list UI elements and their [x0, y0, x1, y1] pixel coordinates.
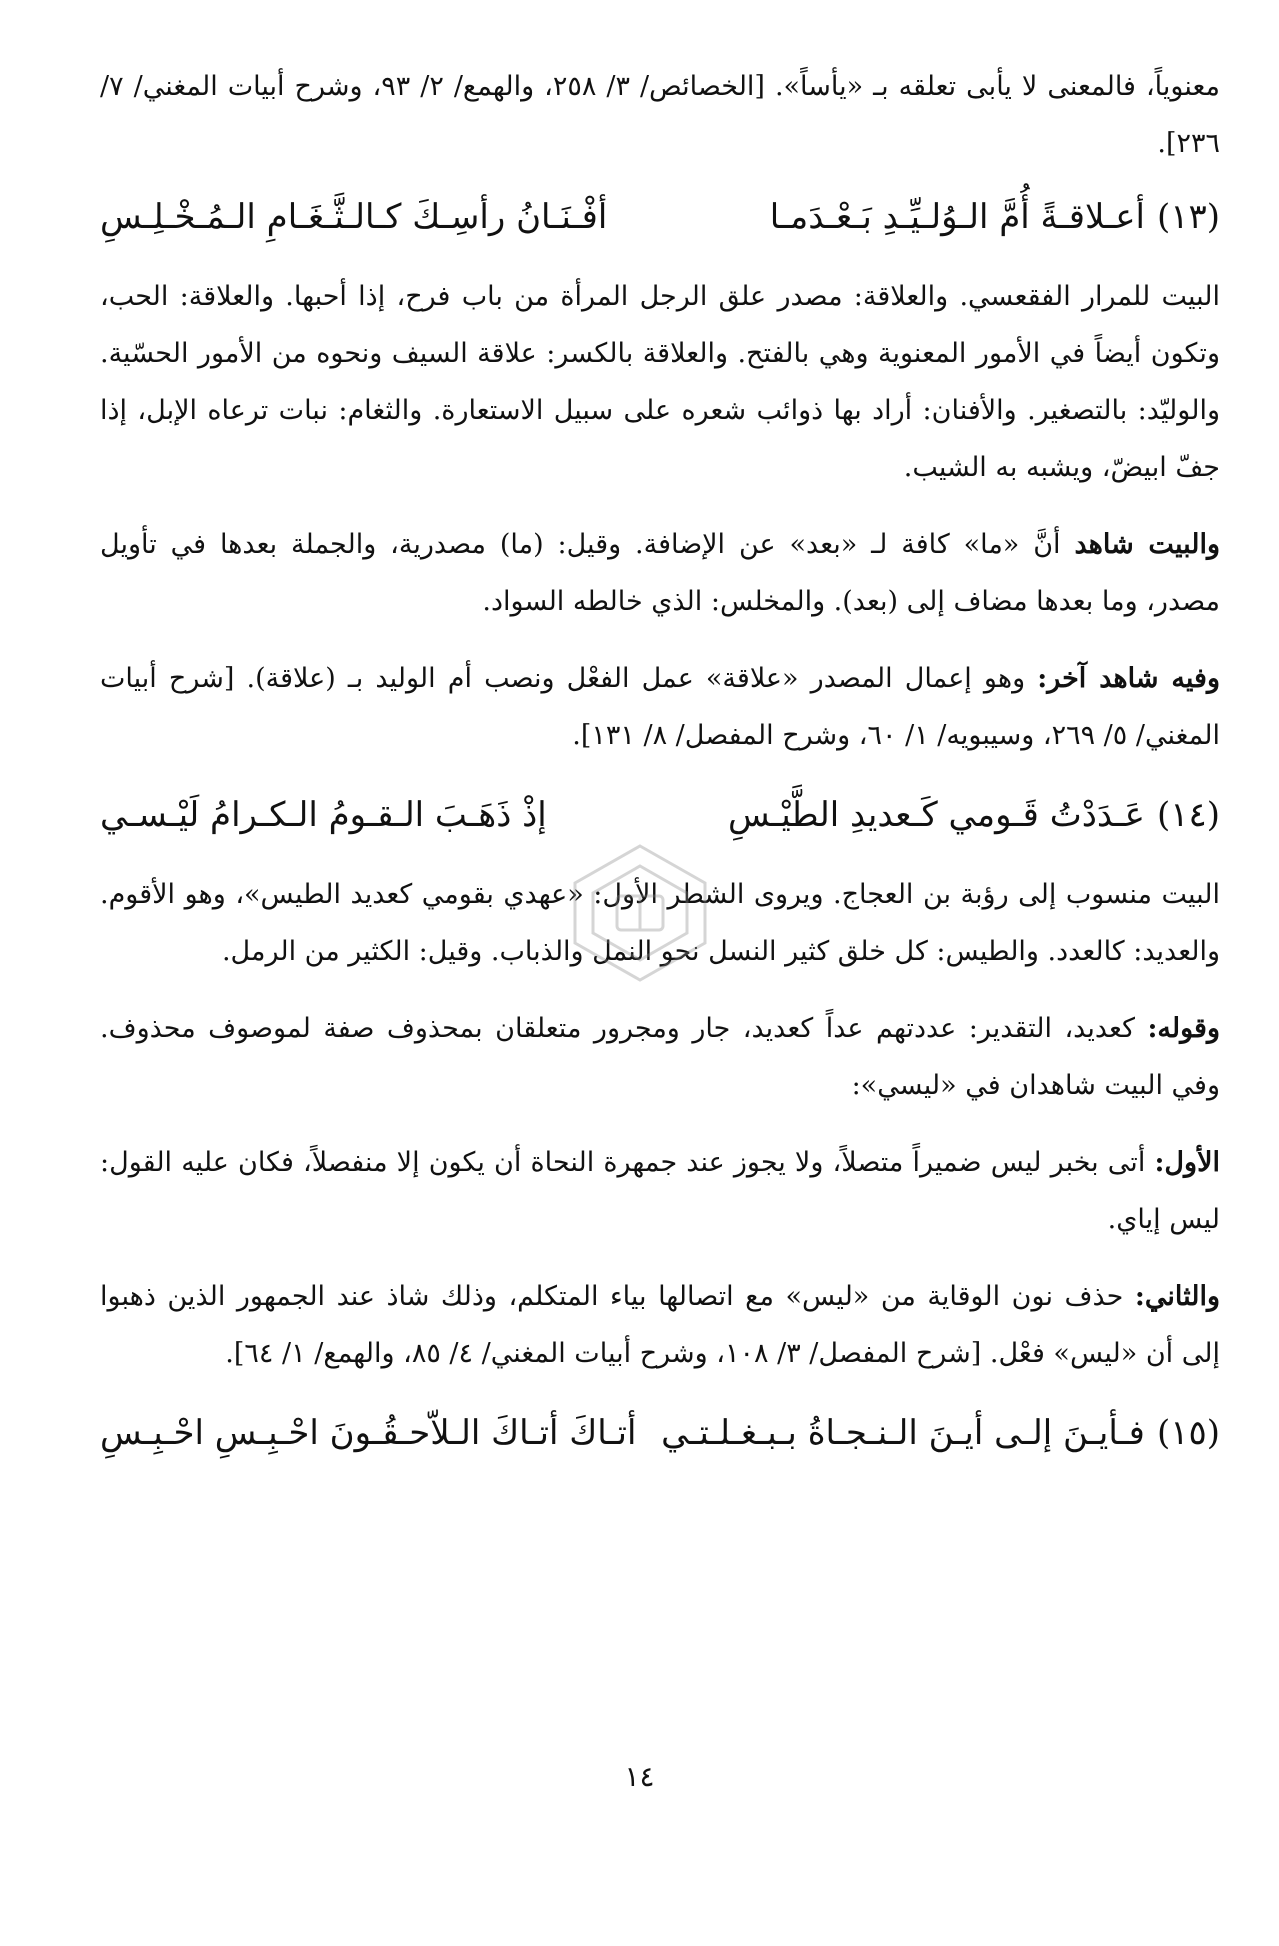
paragraph-first-point — [100, 1134, 1220, 1248]
paragraph-analysis — [100, 1000, 1220, 1114]
paragraph-lead: الأول: — [1154, 1147, 1220, 1178]
paragraph-text: كعديد، التقدير: عددتهم عداً كعديد، جار ومجرور متعلقان بمحذوف صفة لموصوف محذوف. وفي البيت شاهدان في «ليسي»: — [100, 1013, 1220, 1101]
verse-second-hemistich: إذْ ذَهَـبَ الـقـومُ الـكـرامُ لَيْـسـي — [100, 795, 547, 835]
verse-first-hemistich: أعـلاقـةً أُمَّ الـوُلـيِّـدِ بَـعْـدَمـا — [769, 197, 1145, 237]
page-number: ١٤ — [624, 1760, 655, 1793]
paragraph-commentary — [100, 268, 1220, 496]
verse-15 — [100, 1402, 1220, 1464]
paragraph-lead: والبيت شاهد — [1074, 529, 1221, 560]
verse-first-hemistich: عَـدَدْتُ قَـومي كَـعديدِ الطَّيْـسِ — [727, 795, 1145, 835]
paragraph-lead: وقوله: — [1147, 1013, 1220, 1044]
paragraph-text: أتى بخبر ليس ضميراً متصلاً، ولا يجوز عند جمهرة النحاة أن يكون إلا منفصلاً، فكان عليه القول: ليس إياي. — [100, 1147, 1220, 1235]
paragraph-text: البيت منسوب إلى رؤبة بن العجاج. ويروى الشطر الأول: «عهدي بقومي كعديد الطيس»، وهو الأقوم. والعديد: كالعدد. والطيس: كل خلق كثير النسل نحو النمل والذباب. وقيل: الكثير من الرمل. — [100, 879, 1220, 967]
verse-13 — [100, 186, 1220, 248]
verse-14 — [100, 784, 1220, 846]
paragraph-text: أنَّ «ما» كافة لـ «بعد» عن الإضافة. وقيل: (ما) مصدرية، والجملة بعدها في تأويل مصدر، وما بعدها مضاف إلى (بعد). والمخلس: الذي خالطه السواد. — [100, 529, 1220, 617]
verse-first-hemistich: فـأيـنَ إلـى أيـنَ الـنـجـاةُ بـبـغـلـتـي — [661, 1413, 1145, 1453]
paragraph-evidence-2 — [100, 650, 1220, 764]
library-watermark-logo — [555, 838, 725, 988]
paragraph-text: معنوياً، فالمعنى لا يأبى تعلقه بـ «يأساً». [الخصائص/ ٣/ ٢٥٨، والهمع/ ٢/ ٩٣، وشرح أبيات المغني/ ٧/ ٢٣٦]. — [100, 71, 1220, 159]
verse-number: (١٣) — [1156, 197, 1220, 237]
paragraph-text: حذف نون الوقاية من «ليس» مع اتصالها بياء المتكلم، وذلك شاذ عند الجمهور الذين ذهبوا إلى أن «ليس» فعْل. [شرح المفصل/ ٣/ ١٠٨، وشرح أبيات المغني/ ٤/ ٨٥، والهمع/ ١/ ٦٤]. — [100, 1281, 1220, 1369]
paragraph-lead: والثاني: — [1134, 1281, 1220, 1312]
verse-second-hemistich: أتـاكَ أتـاكَ الـلاّحـقُـونَ احْـبِـسِ احْـبِـسِ — [100, 1413, 637, 1453]
book-page — [100, 58, 1220, 1484]
paragraph-lead: وفيه شاهد آخر: — [1037, 663, 1220, 694]
paragraph-evidence — [100, 516, 1220, 630]
verse-second-hemistich: أفْـنَـانُ رأسِـكَ كـالـثَّـغَـامِ الـمُـخْـلِـسِ — [100, 197, 608, 237]
paragraph-text: وهو إعمال المصدر «علاقة» عمل الفعْل ونصب أم الوليد بـ (علاقة). [شرح أبيات المغني/ ٥/ ٢٦٩، وسيبويه/ ١/ ٦٠، وشرح المفصل/ ٨/ ١٣١]. — [100, 663, 1220, 751]
verse-number: (١٥) — [1156, 1413, 1220, 1453]
paragraph-continuation — [100, 58, 1220, 172]
verse-number: (١٤) — [1156, 795, 1220, 835]
paragraph-second-point — [100, 1268, 1220, 1382]
paragraph-text: البيت للمرار الفقعسي. والعلاقة: مصدر علق الرجل المرأة من باب فرح، إذا أحبها. والعلاقة: الحب، وتكون أيضاً في الأمور المعنوية وهي بالفتح. والعلاقة بالكسر: علاقة السيف ونحوه من الأمور الحسّية. والوليّد: بالتصغير. والأفنان: أراد بها ذوائب شعره على سبيل الاستعارة. والثغام: نبات ترعاه الإبل، إذا جفّ ابيضّ، ويشبه به الشيب. — [100, 281, 1220, 483]
